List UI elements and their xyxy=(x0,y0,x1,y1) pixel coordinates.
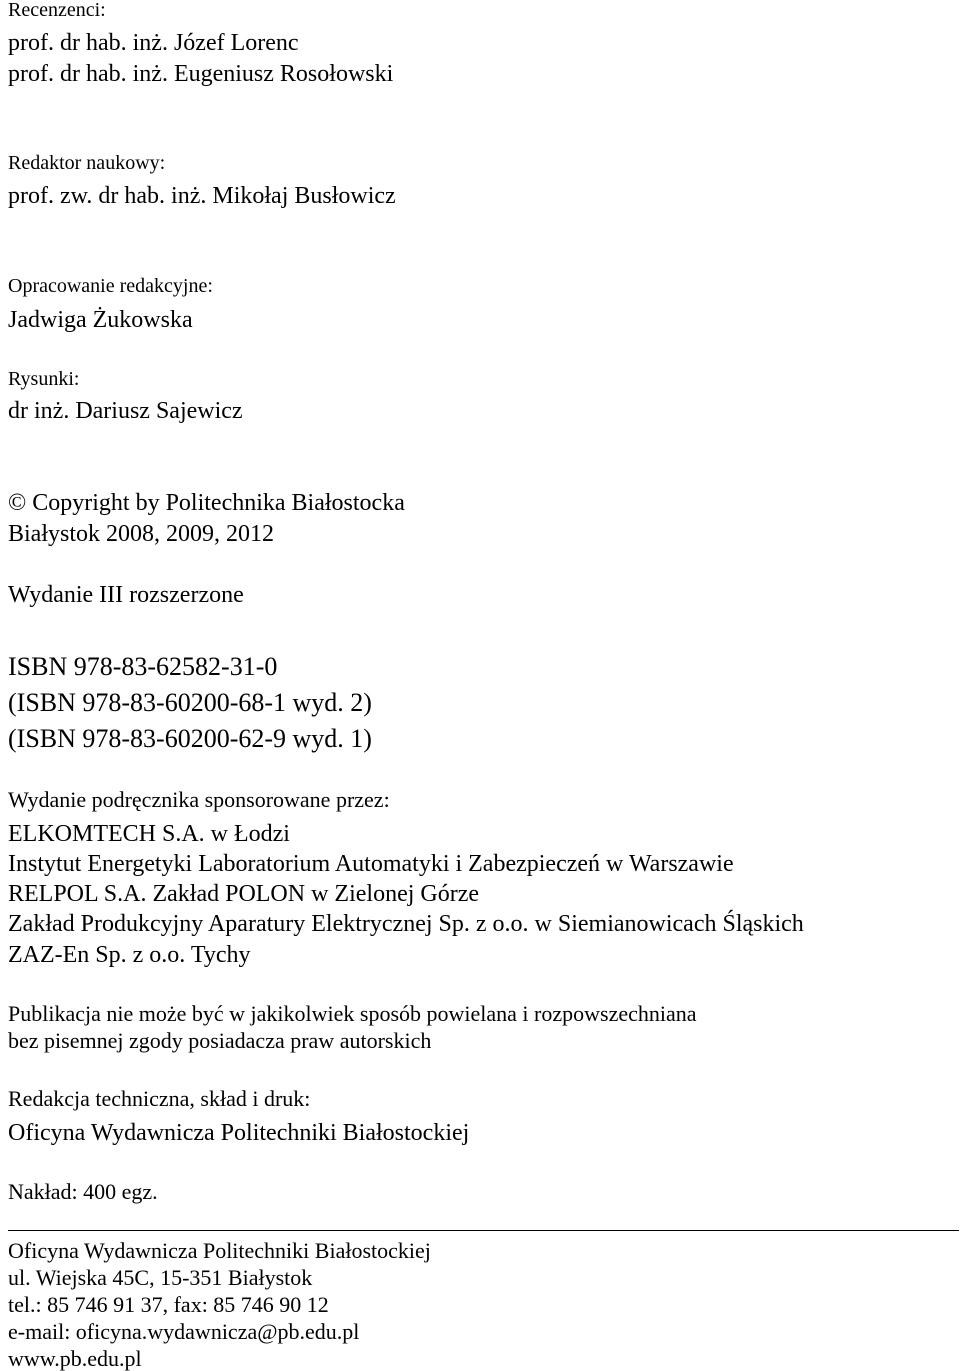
isbn-previous: (ISBN 978-83-60200-62-9 wyd. 1) xyxy=(8,724,372,753)
isbn-previous: (ISBN 978-83-60200-68-1 wyd. 2) xyxy=(8,688,372,717)
publisher-website: www.pb.edu.pl xyxy=(8,1346,142,1371)
reviewer-name: prof. dr hab. inż. Eugeniusz Rosołowski xyxy=(8,61,394,87)
drawings-label: Rysunki: xyxy=(8,368,80,390)
publisher-name: Oficyna Wydawnicza Politechniki Białostockiej xyxy=(8,1238,431,1263)
footer-divider xyxy=(8,1230,959,1231)
drawings-name: dr inż. Dariusz Sajewicz xyxy=(8,398,243,424)
rights-notice: Publikacja nie może być w jakikolwiek sposób powielana i rozpowszechniana xyxy=(8,1001,697,1026)
sponsor-item: ELKOMTECH S.A. w Łodzi xyxy=(8,821,290,847)
print-run: Nakład: 400 egz. xyxy=(8,1179,158,1204)
production-label: Redakcja techniczna, skład i druk: xyxy=(8,1086,311,1111)
sponsor-item: ZAZ-En Sp. z o.o. Tychy xyxy=(8,942,251,968)
copyright-years: Białystok 2008, 2009, 2012 xyxy=(8,521,275,547)
publisher-address: ul. Wiejska 45C, 15-351 Białystok xyxy=(8,1265,313,1290)
publisher-phone: tel.: 85 746 91 37, fax: 85 746 90 12 xyxy=(8,1292,329,1317)
reviewer-name: prof. dr hab. inż. Józef Lorenc xyxy=(8,30,299,56)
editorial-name: Jadwiga Żukowska xyxy=(8,307,193,333)
sponsor-item: Zakład Produkcyjny Aparatury Elektrycznej Sp. z o.o. w Siemianowicach Śląskich xyxy=(8,911,804,937)
sponsor-item: RELPOL S.A. Zakład POLON w Zielonej Górze xyxy=(8,881,480,907)
scientific-editor-label: Redaktor naukowy: xyxy=(8,152,166,174)
rights-notice: bez pisemnej zgody posiadacza praw autorskich xyxy=(8,1028,432,1053)
production-name: Oficyna Wydawnicza Politechniki Białostockiej xyxy=(8,1120,470,1146)
sponsor-item: Instytut Energetyki Laboratorium Automatyki i Zabezpieczeń w Warszawie xyxy=(8,851,734,877)
scientific-editor-name: prof. zw. dr hab. inż. Mikołaj Busłowicz xyxy=(8,183,396,209)
sponsors-label: Wydanie podręcznika sponsorowane przez: xyxy=(8,787,390,812)
editorial-label: Opracowanie redakcyjne: xyxy=(8,275,213,297)
publisher-email: e-mail: oficyna.wydawnicza@pb.edu.pl xyxy=(8,1319,360,1344)
isbn-main: ISBN 978-83-62582-31-0 xyxy=(8,652,278,681)
copyright-line: © Copyright by Politechnika Białostocka xyxy=(8,490,405,516)
edition: Wydanie III rozszerzone xyxy=(8,582,244,608)
reviewers-label: Recenzenci: xyxy=(8,0,106,21)
